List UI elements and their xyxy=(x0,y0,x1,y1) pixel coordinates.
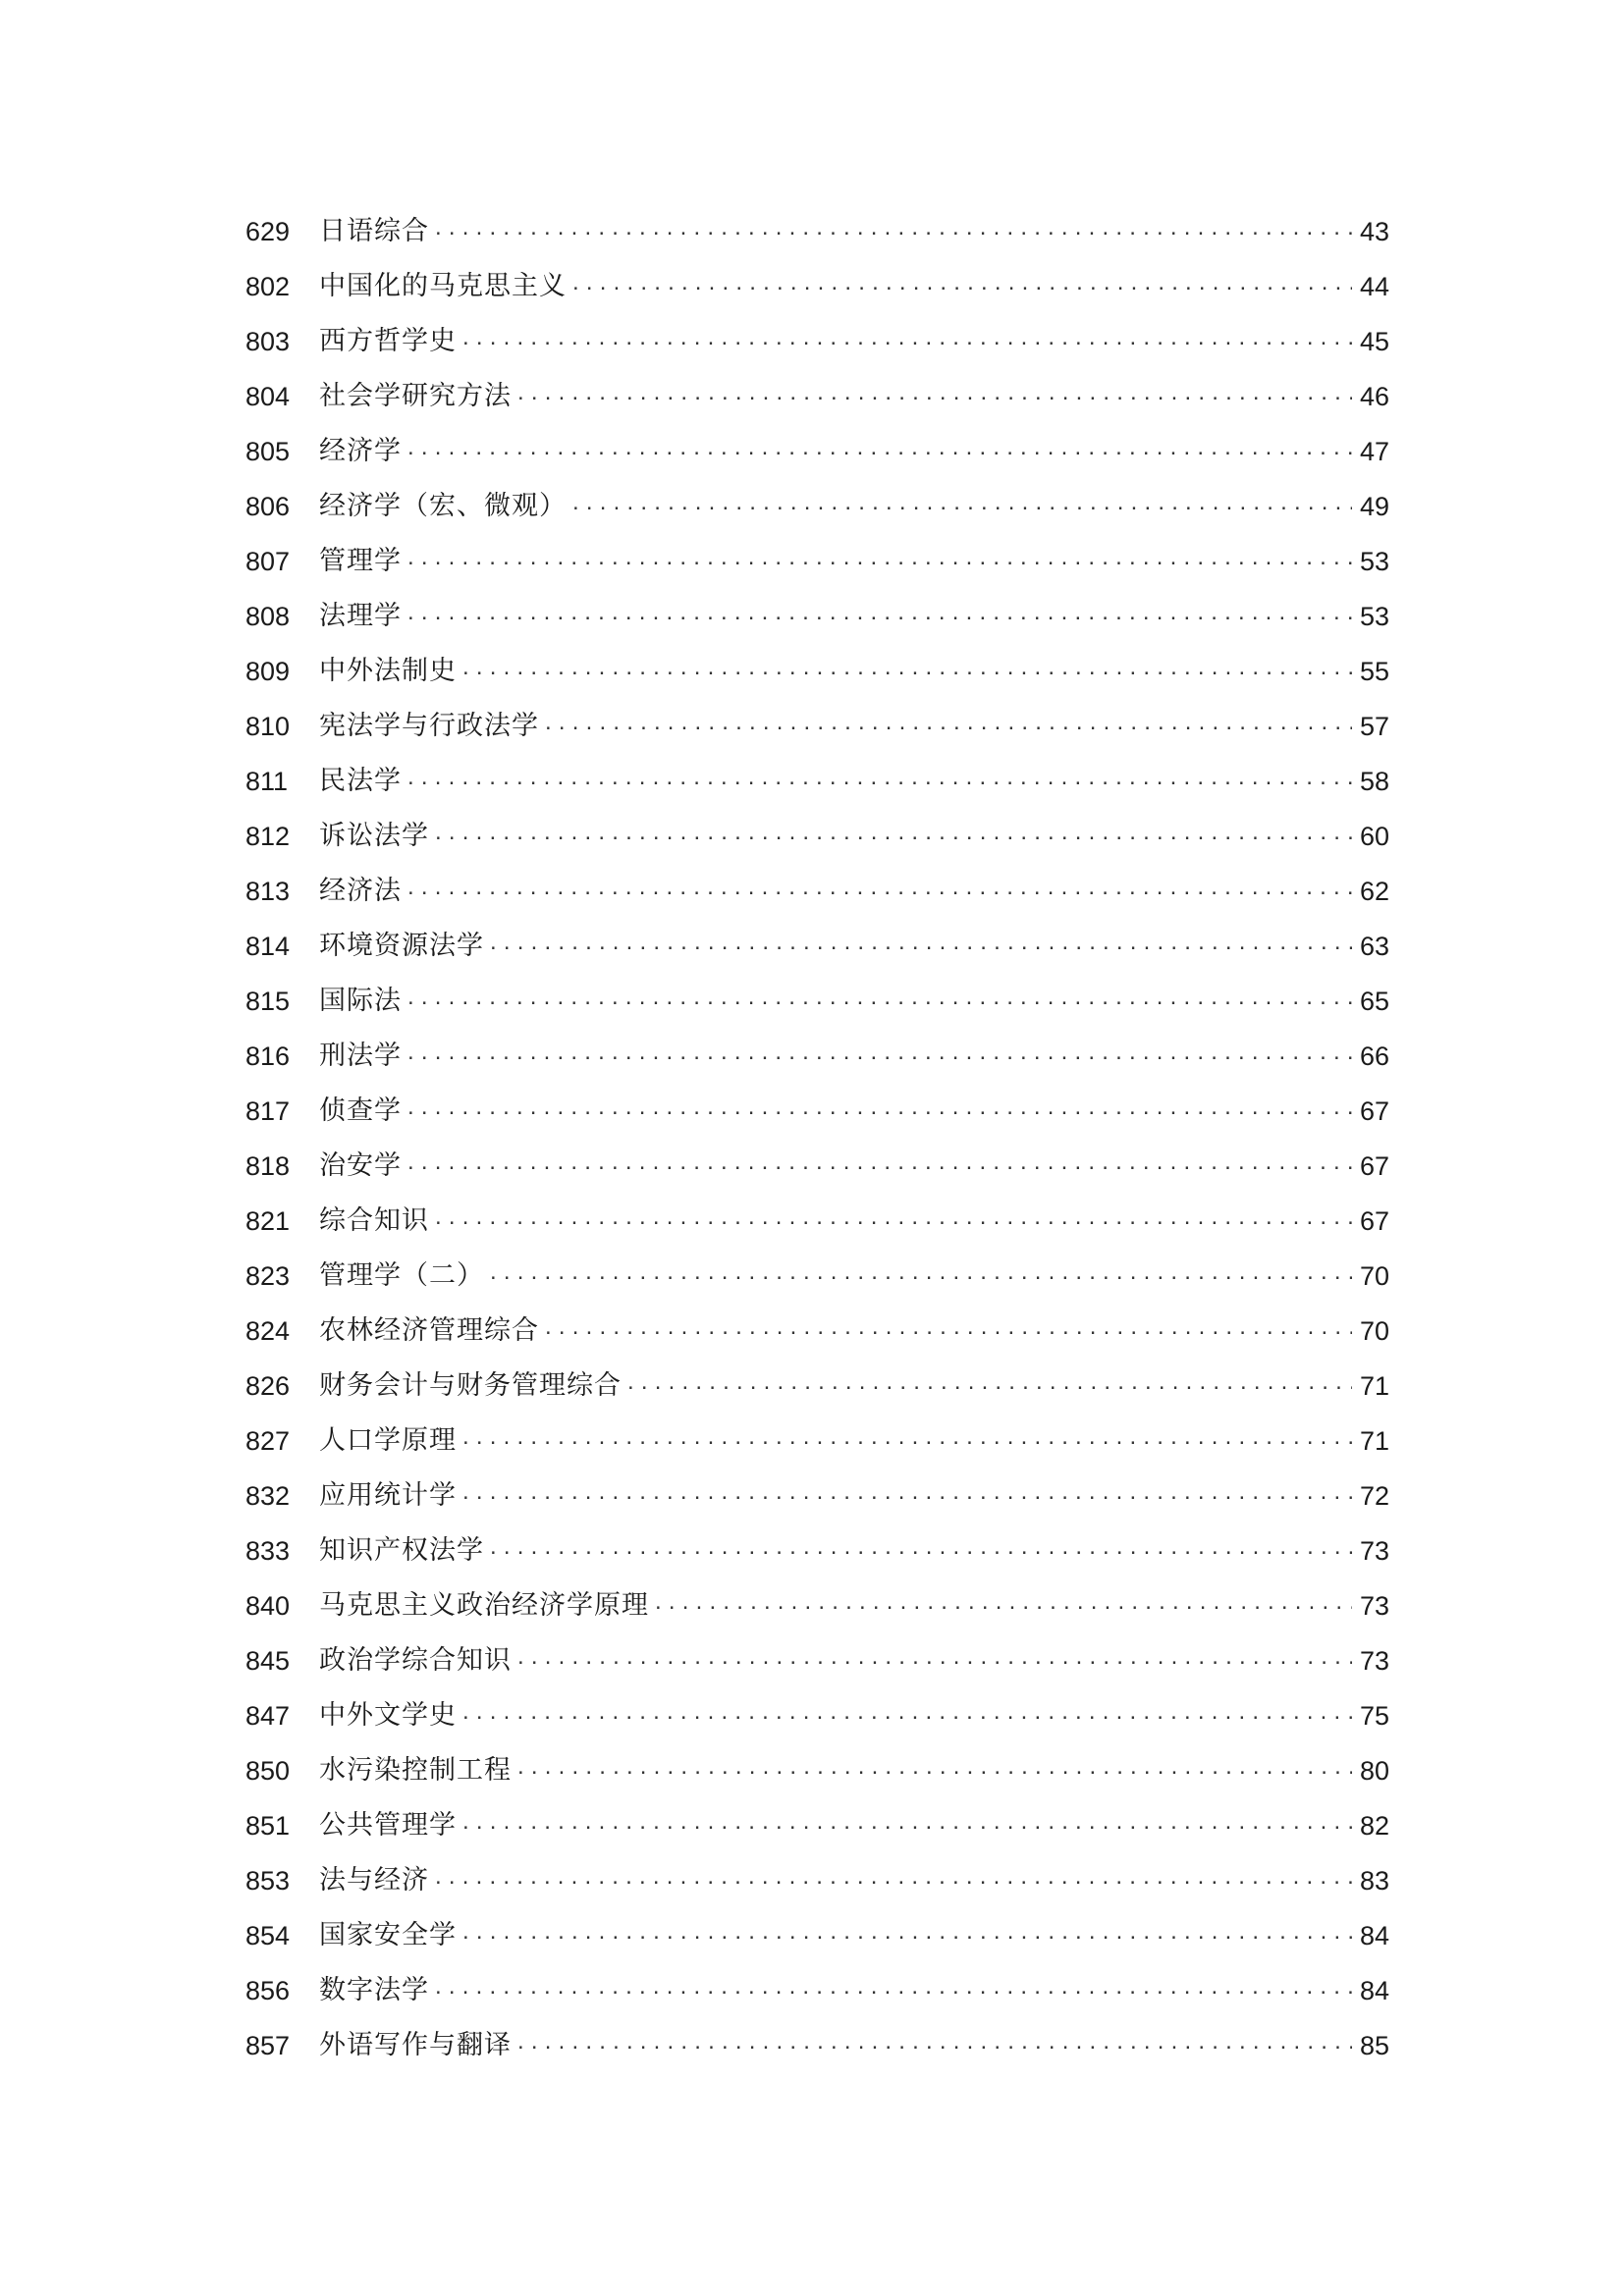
course-code: 807 xyxy=(245,547,291,576)
page-number: 46 xyxy=(1359,382,1389,411)
toc-entry[interactable] xyxy=(245,1963,1389,2018)
course-code: 808 xyxy=(245,602,291,631)
page-number: 57 xyxy=(1359,712,1389,741)
course-title: 马克思主义政治经济学原理 xyxy=(319,1590,649,1621)
course-title: 管理学 xyxy=(319,546,402,576)
dot-leader xyxy=(490,1249,1352,1304)
course-code: 812 xyxy=(245,822,291,851)
page-number: 71 xyxy=(1359,1426,1389,1456)
dot-leader xyxy=(435,1853,1352,1908)
dot-leader xyxy=(435,204,1352,259)
course-title: 知识产权法学 xyxy=(319,1535,484,1566)
course-title: 治安学 xyxy=(319,1150,402,1181)
toc-entry[interactable] xyxy=(245,919,1389,974)
course-title: 综合知识 xyxy=(319,1205,429,1236)
page-number: 67 xyxy=(1359,1096,1389,1126)
page-number: 55 xyxy=(1359,657,1389,686)
dot-leader xyxy=(407,754,1352,809)
course-code: 811 xyxy=(245,767,289,796)
course-code: 853 xyxy=(245,1866,291,1896)
dot-leader xyxy=(407,424,1352,479)
toc-entry[interactable] xyxy=(245,1468,1389,1523)
dot-leader xyxy=(462,1798,1352,1853)
course-code: 818 xyxy=(245,1151,291,1181)
dot-leader xyxy=(462,644,1352,699)
course-title: 中国化的马克思主义 xyxy=(319,271,567,301)
course-code: 805 xyxy=(245,437,291,466)
course-code: 809 xyxy=(245,657,291,686)
course-code: 851 xyxy=(245,1811,291,1841)
toc-entry[interactable] xyxy=(245,1139,1389,1194)
course-code: 821 xyxy=(245,1206,291,1236)
course-code: 832 xyxy=(245,1481,291,1511)
toc-entry[interactable] xyxy=(245,204,1389,259)
dot-leader xyxy=(407,589,1352,644)
toc-entry[interactable] xyxy=(245,699,1389,754)
dot-leader xyxy=(490,1523,1352,1578)
page-number: 44 xyxy=(1359,272,1389,301)
course-title: 中外文学史 xyxy=(319,1700,457,1731)
course-code: 813 xyxy=(245,877,291,906)
course-title: 侦查学 xyxy=(319,1095,402,1126)
toc-entry[interactable] xyxy=(245,809,1389,864)
course-title: 法与经济 xyxy=(319,1865,429,1896)
page-number: 85 xyxy=(1359,2031,1389,2060)
course-title: 法理学 xyxy=(319,601,402,631)
course-code: 845 xyxy=(245,1646,291,1676)
course-title: 社会学研究方法 xyxy=(319,381,512,411)
page-number: 53 xyxy=(1359,602,1389,631)
toc-entry[interactable] xyxy=(245,1908,1389,1963)
course-title: 水污染控制工程 xyxy=(319,1755,512,1786)
dot-leader xyxy=(407,1084,1352,1139)
page-number: 65 xyxy=(1359,987,1389,1016)
course-code: 814 xyxy=(245,932,291,961)
page-number: 84 xyxy=(1359,1921,1389,1950)
toc-entry[interactable] xyxy=(245,1743,1389,1798)
dot-leader xyxy=(462,1688,1352,1743)
toc-entry[interactable] xyxy=(245,1194,1389,1249)
toc-entry[interactable] xyxy=(245,1029,1389,1084)
page-number: 83 xyxy=(1359,1866,1389,1896)
page-number: 67 xyxy=(1359,1151,1389,1181)
course-code: 856 xyxy=(245,1976,291,2005)
course-title: 人口学原理 xyxy=(319,1425,457,1456)
toc-entry[interactable] xyxy=(245,974,1389,1029)
page-number: 80 xyxy=(1359,1756,1389,1786)
toc-entry[interactable] xyxy=(245,644,1389,699)
course-title: 国际法 xyxy=(319,986,402,1016)
course-title: 日语综合 xyxy=(319,216,429,246)
toc-entry[interactable] xyxy=(245,1633,1389,1688)
dot-leader xyxy=(627,1359,1352,1414)
course-title: 管理学（二） xyxy=(319,1260,484,1291)
page-number: 75 xyxy=(1359,1701,1389,1731)
page-number: 84 xyxy=(1359,1976,1389,2005)
course-title: 中外法制史 xyxy=(319,656,457,686)
course-title: 民法学 xyxy=(319,766,402,796)
course-title: 经济学 xyxy=(319,436,402,466)
page-number: 49 xyxy=(1359,492,1389,521)
toc-entry[interactable] xyxy=(245,259,1389,314)
page-number: 60 xyxy=(1359,822,1389,851)
dot-leader xyxy=(517,1633,1352,1688)
dot-leader xyxy=(435,1194,1352,1249)
course-code: 840 xyxy=(245,1591,291,1621)
toc-entry[interactable] xyxy=(245,1084,1389,1139)
page-number: 66 xyxy=(1359,1041,1389,1071)
dot-leader xyxy=(517,2018,1352,2073)
course-title: 数字法学 xyxy=(319,1975,429,2005)
course-code: 810 xyxy=(245,712,291,741)
course-code: 806 xyxy=(245,492,291,521)
toc-entry[interactable] xyxy=(245,1359,1389,1414)
page-number: 63 xyxy=(1359,932,1389,961)
toc-entry[interactable] xyxy=(245,1414,1389,1468)
dot-leader xyxy=(435,1963,1352,2018)
course-code: 854 xyxy=(245,1921,291,1950)
page-number: 73 xyxy=(1359,1646,1389,1676)
toc-entry[interactable] xyxy=(245,864,1389,919)
course-code: 817 xyxy=(245,1096,291,1126)
dot-leader xyxy=(490,919,1352,974)
toc-entry[interactable] xyxy=(245,1798,1389,1853)
course-code: 850 xyxy=(245,1756,291,1786)
dot-leader xyxy=(462,314,1352,369)
page-number: 53 xyxy=(1359,547,1389,576)
course-code: 804 xyxy=(245,382,291,411)
toc-entry[interactable] xyxy=(245,424,1389,479)
toc-entry[interactable] xyxy=(245,369,1389,424)
dot-leader xyxy=(462,1908,1352,1963)
course-code: 827 xyxy=(245,1426,291,1456)
course-title: 财务会计与财务管理综合 xyxy=(319,1370,622,1401)
course-title: 国家安全学 xyxy=(319,1920,457,1950)
toc-entry[interactable] xyxy=(245,314,1389,369)
page-number: 45 xyxy=(1359,327,1389,356)
course-title: 外语写作与翻译 xyxy=(319,2030,512,2060)
page-number: 43 xyxy=(1359,217,1389,246)
page-number: 73 xyxy=(1359,1591,1389,1621)
dot-leader xyxy=(517,369,1352,424)
dot-leader xyxy=(435,809,1352,864)
course-code: 802 xyxy=(245,272,291,301)
page-number: 71 xyxy=(1359,1371,1389,1401)
course-title: 宪法学与行政法学 xyxy=(319,711,539,741)
dot-leader xyxy=(655,1578,1352,1633)
toc-entry[interactable] xyxy=(245,1578,1389,1633)
course-code: 857 xyxy=(245,2031,291,2060)
course-title: 公共管理学 xyxy=(319,1810,457,1841)
toc-entry[interactable] xyxy=(245,1304,1389,1359)
toc-entry[interactable] xyxy=(245,1853,1389,1908)
course-code: 803 xyxy=(245,327,291,356)
dot-leader xyxy=(572,479,1352,534)
course-code: 629 xyxy=(245,217,291,246)
page-number: 73 xyxy=(1359,1536,1389,1566)
dot-leader xyxy=(572,259,1352,314)
course-title: 刑法学 xyxy=(319,1041,402,1071)
page-number: 58 xyxy=(1359,767,1389,796)
page-number: 72 xyxy=(1359,1481,1389,1511)
page-number: 70 xyxy=(1359,1261,1389,1291)
page-number: 82 xyxy=(1359,1811,1389,1841)
dot-leader xyxy=(407,864,1352,919)
course-title: 西方哲学史 xyxy=(319,326,457,356)
course-title: 经济法 xyxy=(319,876,402,906)
course-code: 833 xyxy=(245,1536,291,1566)
dot-leader xyxy=(407,1139,1352,1194)
course-title: 农林经济管理综合 xyxy=(319,1315,539,1346)
toc-entry[interactable] xyxy=(245,2018,1389,2073)
toc-entry[interactable] xyxy=(245,1249,1389,1304)
toc-entry[interactable] xyxy=(245,754,1389,809)
dot-leader xyxy=(462,1414,1352,1468)
dot-leader xyxy=(517,1743,1352,1798)
toc-entry[interactable] xyxy=(245,479,1389,534)
course-title: 应用统计学 xyxy=(319,1480,457,1511)
course-code: 823 xyxy=(245,1261,291,1291)
dot-leader xyxy=(407,1029,1352,1084)
toc-entry[interactable] xyxy=(245,1523,1389,1578)
course-title: 经济学（宏、微观） xyxy=(319,491,567,521)
course-code: 816 xyxy=(245,1041,291,1071)
page-number: 62 xyxy=(1359,877,1389,906)
page-number: 70 xyxy=(1359,1316,1389,1346)
course-code: 826 xyxy=(245,1371,291,1401)
toc-entry[interactable] xyxy=(245,534,1389,589)
table-of-contents xyxy=(245,204,1389,2073)
course-title: 诉讼法学 xyxy=(319,821,429,851)
dot-leader xyxy=(462,1468,1352,1523)
course-code: 824 xyxy=(245,1316,291,1346)
course-title: 环境资源法学 xyxy=(319,931,484,961)
toc-entry[interactable] xyxy=(245,589,1389,644)
course-code: 847 xyxy=(245,1701,291,1731)
page-number: 67 xyxy=(1359,1206,1389,1236)
dot-leader xyxy=(545,1304,1352,1359)
toc-entry[interactable] xyxy=(245,1688,1389,1743)
dot-leader xyxy=(407,534,1352,589)
dot-leader xyxy=(407,974,1352,1029)
page-number: 47 xyxy=(1359,437,1389,466)
course-code: 815 xyxy=(245,987,291,1016)
dot-leader xyxy=(545,699,1352,754)
course-title: 政治学综合知识 xyxy=(319,1645,512,1676)
